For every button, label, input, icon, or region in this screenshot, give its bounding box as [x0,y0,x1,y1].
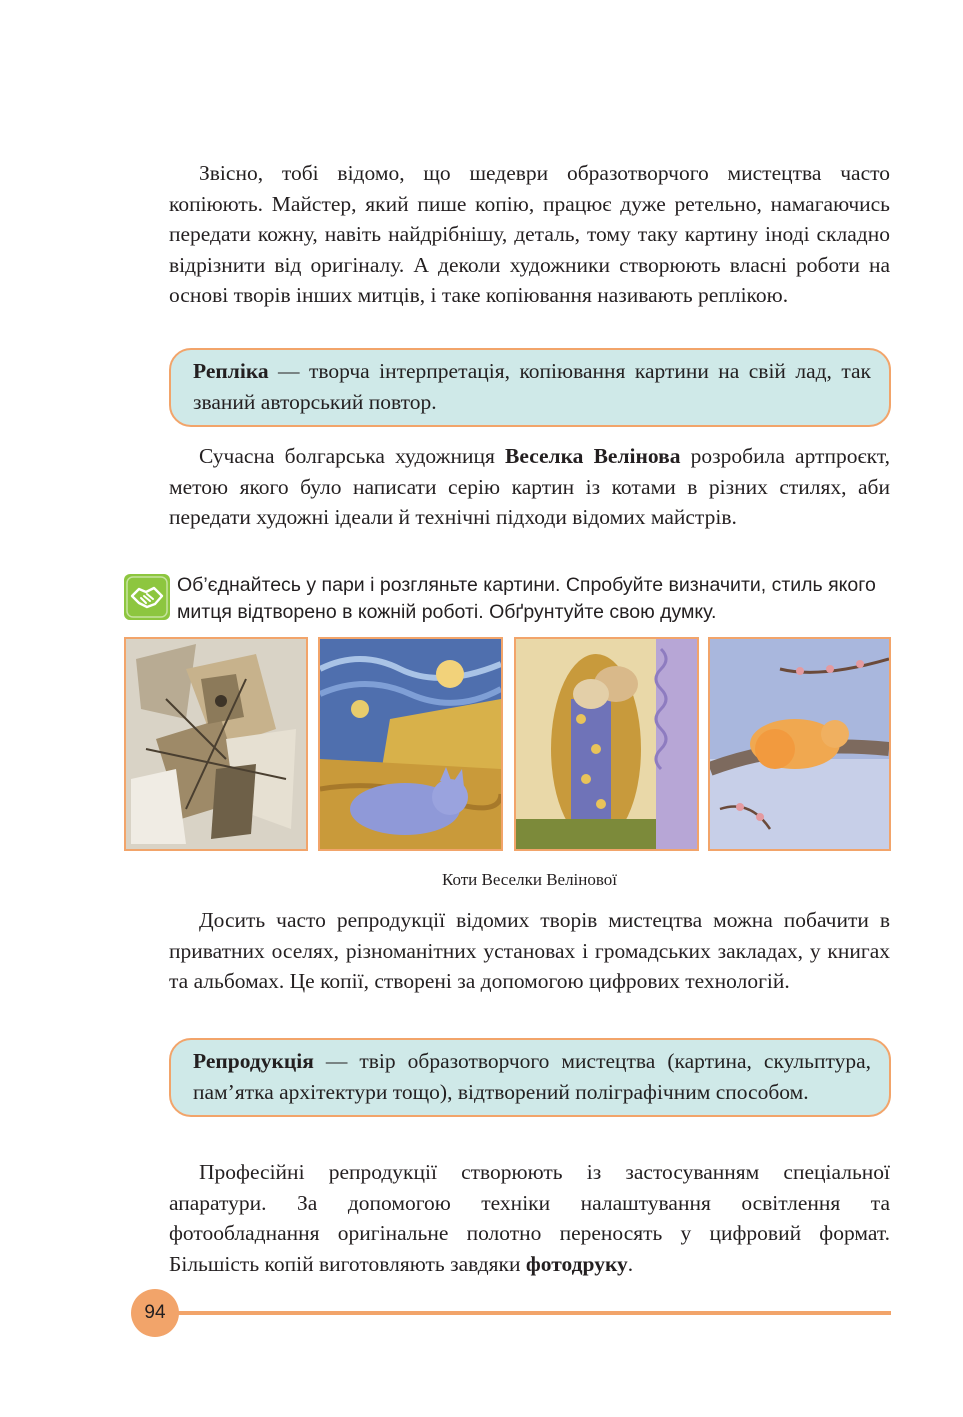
paragraph-velinova-text-2: розробила артпроєкт, метою якого було написати серію картин із котами в різних стилях, аби передати художні ідеали й технічні підходи відомих майстрів. [169,444,891,529]
van-gogh-style-cat-painting [318,637,503,851]
definition-text-reproduction: — твір образотворчого мистецтва (картина, скульптура, пам’ятка архітектури тощо), відтворений поліграфічним способом. [193,1049,871,1104]
definition-box-replica [169,348,891,427]
cubist-cat-painting [124,637,308,851]
page-number: 94 [131,1289,179,1337]
paragraph-professional-text-2: . [627,1251,634,1276]
paragraph-reproductions: Досить часто репродукції відомих творів мистецтва можна побачити в приватних оселях, різноманітних установах і громадських закладах, у книгах та альбомах. Це копії, створені за допомогою цифрових технологій. [169,908,890,993]
paragraph-professional-text-1: Професійні репродукції створюють із застосуванням спеціальної апаратури. За допомогою техніки налаштування освітлення та фотообладнання оригінальне полотно переносять у цифровий формат. Більшість копій виготовляють завдяки [169,1160,890,1276]
definition-term-replica: Репліка [193,359,269,383]
handshake-icon [124,574,170,620]
definition-term-reproduction: Репродукція [193,1049,314,1073]
task-instruction: Об’єднайтесь у пари і розгляньте картини. Спробуйте визначити, стиль якого митця відтворено в кожній роботі. Обґрунтуйте свою думку. [177,574,876,623]
gallery-caption: Коти Веселки Велінової [441,870,618,889]
definition-text-replica: — творча інтерпретація, копіювання картини на свій лад, так званий авторський повтор. [193,359,871,414]
japanese-style-cat-painting [708,637,891,851]
definition-box-reproduction [169,1038,891,1117]
paragraph-professional-reproductions [169,1157,890,1279]
paragraph-copies-intro: Звісно, тобі відомо, що шедеври образотворчого мистецтва часто копіюють. Майстер, який пише копію, працює дуже ретельно, намагаючись передати кожну, навіть найдрібнішу, деталь, тому таку картину іноді складно відрізнити від оригіналу. А деколи художники створюють власні роботи на основі творів інших митців, і таке копіювання називають реплікою. [169,161,890,307]
term-photoprint: фотодруку [525,1251,628,1276]
artist-name: Веселка Велінова [505,444,681,468]
paragraph-velinova-text-1: Сучасна болгарська художниця [199,444,506,468]
paragraph-velinova [169,441,890,533]
footer-rule [160,1311,891,1315]
klimt-style-cats-painting [514,637,699,851]
